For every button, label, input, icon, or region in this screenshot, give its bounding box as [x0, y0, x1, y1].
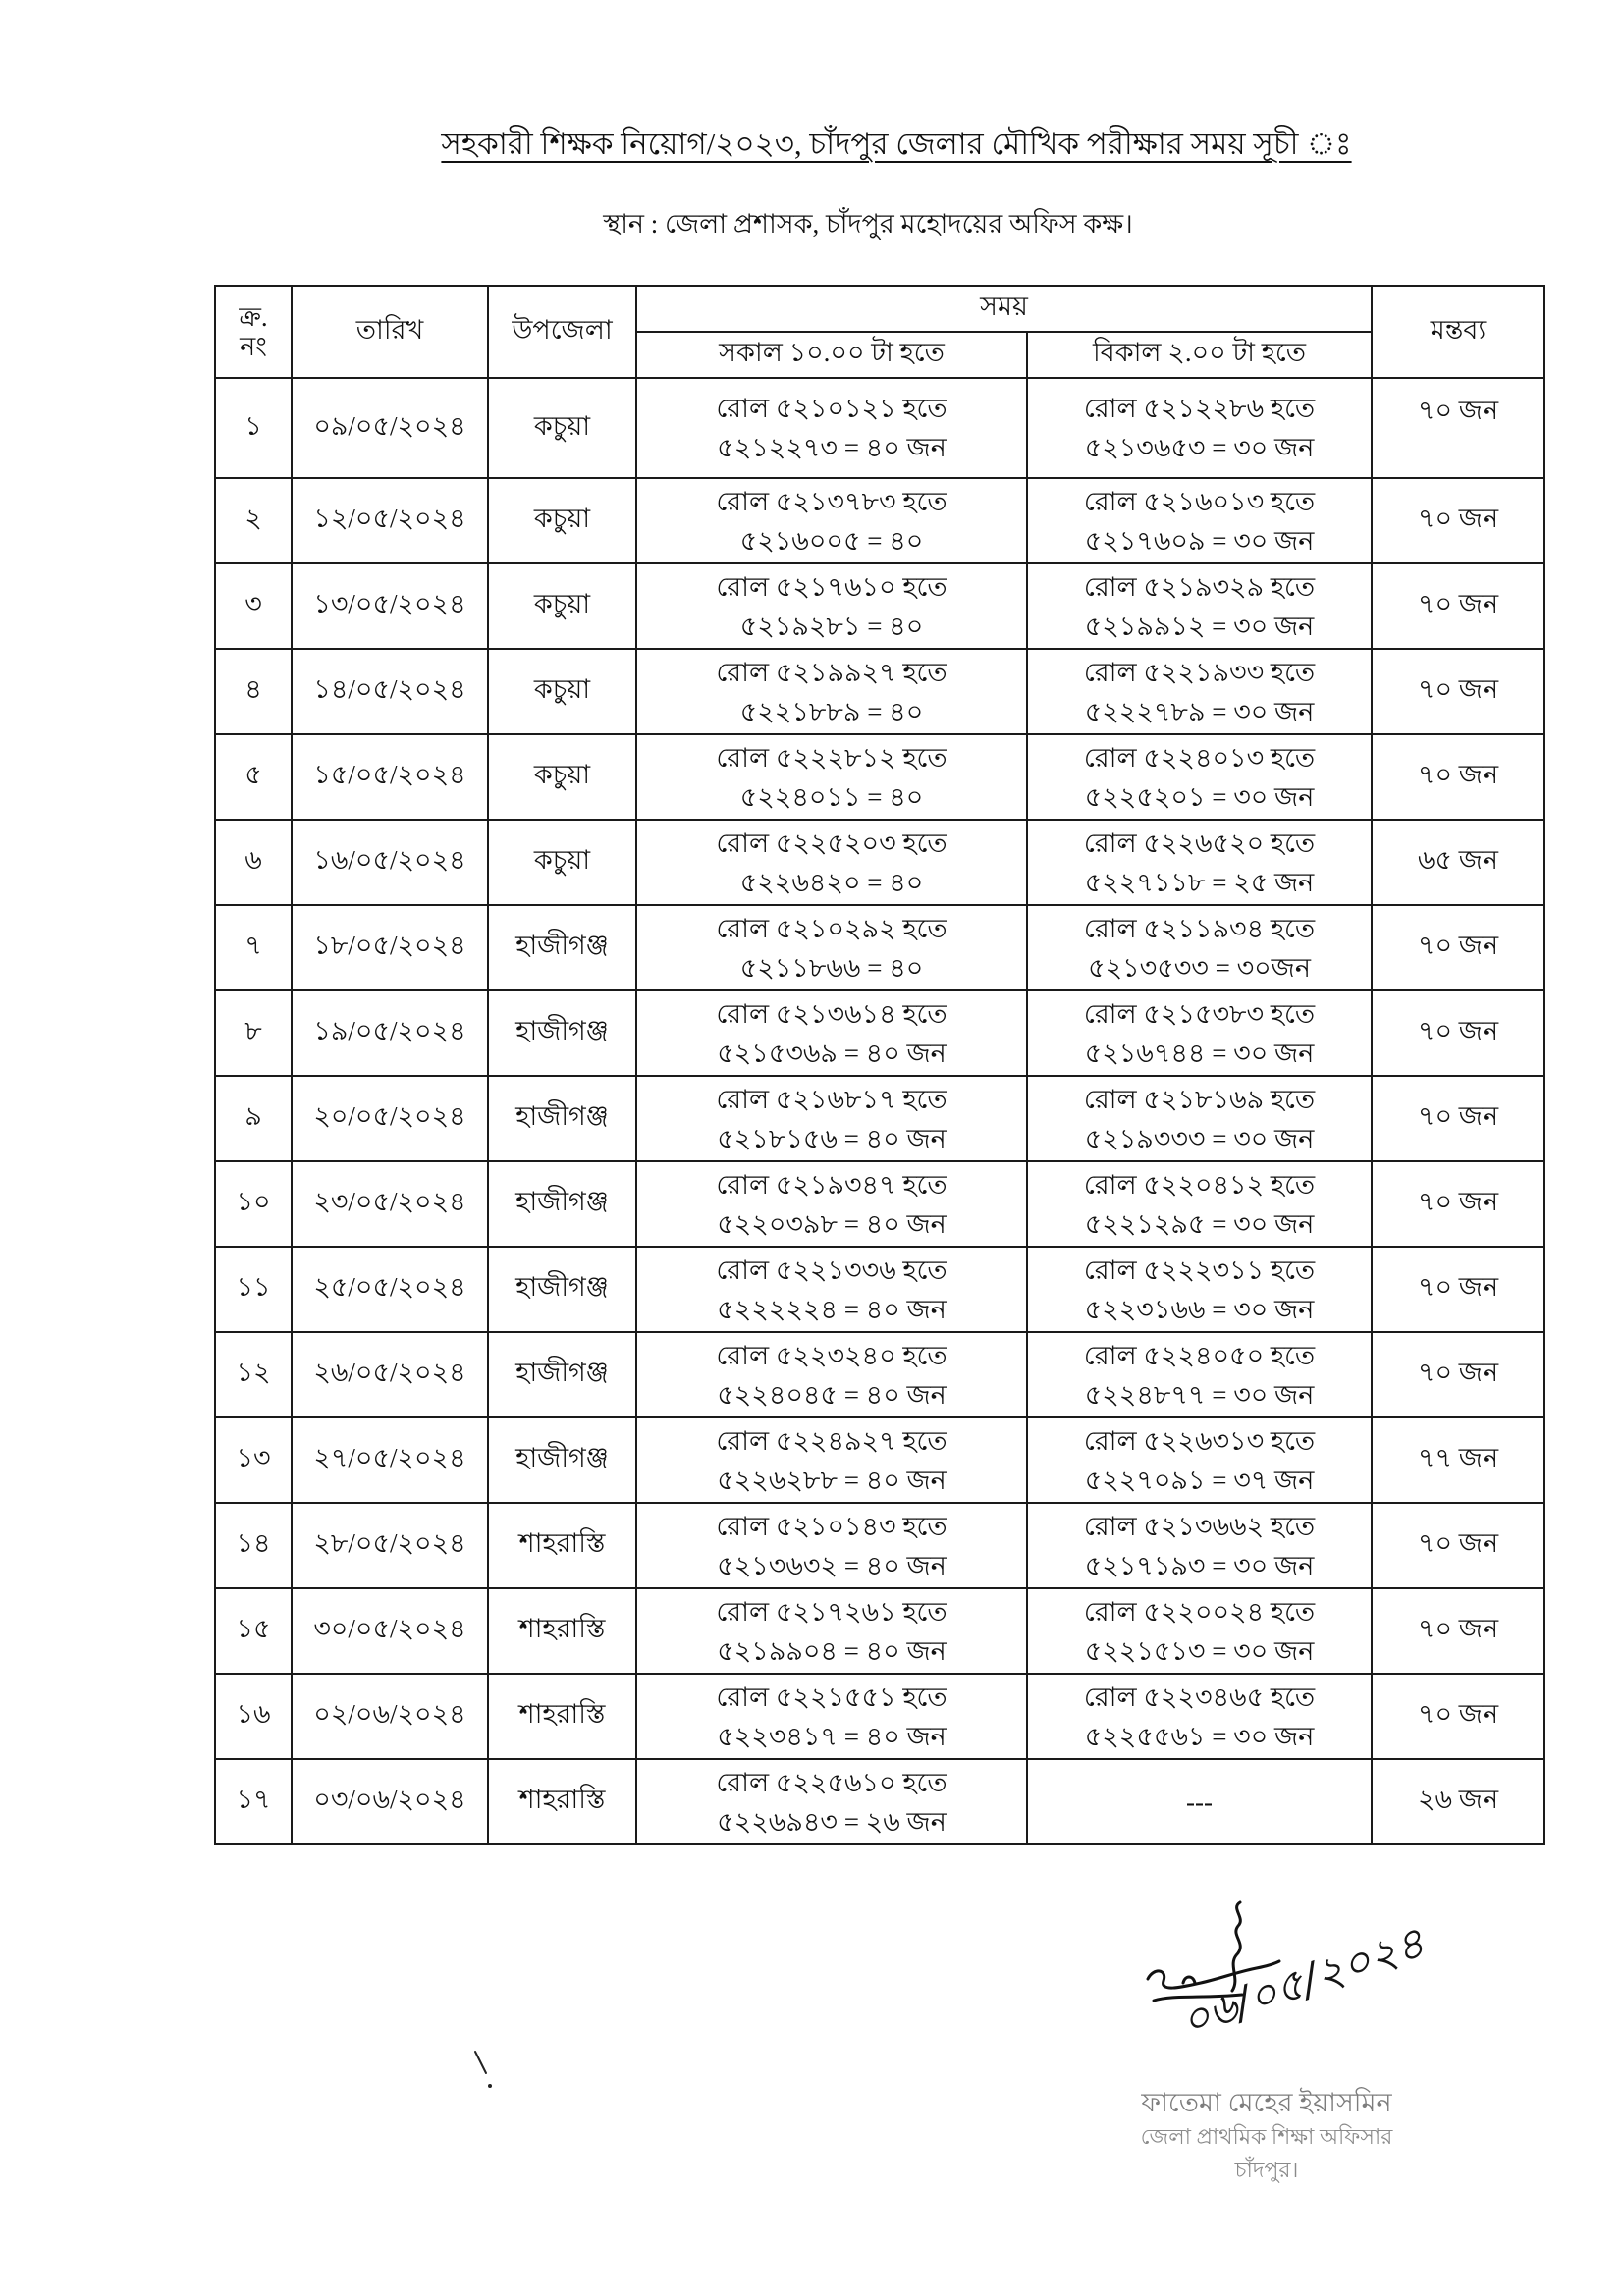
- cell-date: ২০/০৫/২০২৪: [292, 1076, 488, 1161]
- afternoon-roll-end: ৫২২২৭৮৯ = ৩০ জন: [1084, 696, 1315, 726]
- afternoon-roll-end: ৫২২৫২০১ = ৩০ জন: [1084, 781, 1315, 812]
- cell-serial: ১১: [215, 1247, 292, 1332]
- afternoon-roll-start: রোল ৫২২২৩১১ হতে: [1083, 1255, 1316, 1285]
- afternoon-roll-end: ৫২২৭১১৮ = ২৫ জন: [1084, 867, 1315, 897]
- morning-roll-end: ৫২২৪০৪৫ = ৪০ জন: [717, 1379, 947, 1410]
- morning-roll-start: রোল ৫২১৩৬১৪ হতে: [716, 998, 947, 1029]
- afternoon-roll-start: রোল ৫২২০০২৪ হতে: [1083, 1596, 1316, 1627]
- cell-date: ২৬/০৫/২০২৪: [292, 1332, 488, 1417]
- cell-remarks: ৭০ জন: [1372, 649, 1544, 734]
- table-row: [215, 1247, 1544, 1332]
- cell-remarks: ৭০ জন: [1372, 478, 1544, 563]
- table-row: [215, 905, 1544, 990]
- handwritten-date: ০৬/০৫/২০২৪: [1174, 1917, 1432, 2048]
- cell-morning: [636, 905, 1027, 990]
- cell-date: ১৪/০৫/২০২৪: [292, 649, 488, 734]
- cell-morning: [636, 1417, 1027, 1503]
- table-row: [215, 1417, 1544, 1503]
- cell-remarks: ২৬ জন: [1372, 1759, 1544, 1844]
- afternoon-roll-end: ৫২২৪৮৭৭ = ৩০ জন: [1084, 1379, 1315, 1410]
- cell-morning: [636, 649, 1027, 734]
- cell-morning: [636, 1247, 1027, 1332]
- cell-upazila: শাহরাস্তি: [488, 1674, 636, 1759]
- cell-serial: ৬: [215, 820, 292, 905]
- cell-afternoon: [1027, 478, 1372, 563]
- table-row: [215, 1588, 1544, 1674]
- header-remarks: মন্তব্য: [1372, 286, 1544, 378]
- cell-remarks: ৭০ জন: [1372, 1503, 1544, 1588]
- cell-morning: [636, 1161, 1027, 1247]
- table-row: [215, 1076, 1544, 1161]
- header-date: তারিখ: [292, 286, 488, 378]
- cell-morning: [636, 1674, 1027, 1759]
- morning-roll-start: রোল ৫২২৫৬১০ হতে: [716, 1767, 947, 1797]
- cell-morning: [636, 378, 1027, 478]
- afternoon-roll-start: রোল ৫২২৬৫২০ হতে: [1083, 828, 1316, 858]
- header-time: সময়: [636, 286, 1372, 332]
- cell-serial: ৩: [215, 563, 292, 649]
- cell-afternoon: [1027, 1247, 1372, 1332]
- morning-roll-start: রোল ৫২২১৫৫১ হতে: [716, 1682, 947, 1712]
- cell-remarks: ৭০ জন: [1372, 378, 1544, 478]
- morning-roll-start: রোল ৫২১৬৮১৭ হতে: [716, 1084, 947, 1114]
- cell-serial: ১২: [215, 1332, 292, 1417]
- cell-remarks: ৭০ জন: [1372, 905, 1544, 990]
- cell-afternoon: [1027, 1161, 1372, 1247]
- page-title: [258, 122, 1535, 167]
- morning-roll-start: রোল ৫২১০২৯২ হতে: [716, 913, 947, 943]
- cell-upazila: হাজীগঞ্জ: [488, 1076, 636, 1161]
- cell-upazila: হাজীগঞ্জ: [488, 1417, 636, 1503]
- cell-morning: [636, 478, 1027, 563]
- morning-roll-start: রোল ৫২২৫২০৩ হতে: [716, 828, 947, 858]
- seal-location: চাঁদপুর।: [1234, 2158, 1299, 2182]
- table-row: [215, 649, 1544, 734]
- afternoon-roll-end: ৫২২৫৫৬১ = ৩০ জন: [1084, 1721, 1315, 1751]
- cell-serial: ১৭: [215, 1759, 292, 1844]
- afternoon-roll-start: রোল ৫২২৬৩১৩ হতে: [1083, 1425, 1316, 1456]
- table-row: [215, 478, 1544, 563]
- cell-date: ০৩/০৬/২০২৪: [292, 1759, 488, 1844]
- morning-roll-end: ৫২১৩৬৩২ = ৪০ জন: [717, 1550, 947, 1580]
- afternoon-roll-start: রোল ৫২২৩৪৬৫ হতে: [1083, 1682, 1316, 1712]
- cell-date: ২৫/০৫/২০২৪: [292, 1247, 488, 1332]
- morning-roll-start: রোল ৫২২৪৯২৭ হতে: [716, 1425, 947, 1456]
- cell-serial: ১০: [215, 1161, 292, 1247]
- header-serial-line2: নং: [240, 332, 267, 361]
- seal-designation: জেলা প্রাথমিক শিক্ষা অফিসার: [1140, 2124, 1393, 2149]
- cell-date: ০২/০৬/২০২৪: [292, 1674, 488, 1759]
- morning-roll-end: ৫২২৬২৮৮ = ৪০ জন: [717, 1465, 947, 1495]
- morning-roll-end: ৫২১৯৯০৪ = ৪০ জন: [717, 1635, 947, 1666]
- cell-morning: [636, 1332, 1027, 1417]
- cell-date: ৩০/০৫/২০২৪: [292, 1588, 488, 1674]
- cell-afternoon: [1027, 563, 1372, 649]
- morning-roll-end: ৫২১৯২৮১ = ৪০: [739, 611, 924, 641]
- header-afternoon: বিকাল ২.০০ টা হতে: [1027, 332, 1372, 378]
- morning-roll-start: রোল ৫২১৭২৬১ হতে: [716, 1596, 947, 1627]
- cell-serial: ১: [215, 378, 292, 478]
- afternoon-roll-end: ৫২১৩৫৩৩ = ৩০জন: [1088, 952, 1311, 983]
- afternoon-roll-start: রোল ৫২২৪০১৩ হতে: [1083, 742, 1316, 773]
- header-serial: [215, 286, 292, 378]
- morning-roll-start: রোল ৫২১০১২১ হতে: [716, 394, 947, 423]
- table-row: [215, 734, 1544, 820]
- cell-afternoon: [1027, 378, 1372, 478]
- cell-afternoon: [1027, 990, 1372, 1076]
- cell-serial: ১৪: [215, 1503, 292, 1588]
- cell-afternoon: [1027, 734, 1372, 820]
- morning-roll-end: ৫২২৬৪২০ = ৪০: [739, 867, 924, 897]
- venue-line: স্থান : জেলা প্রশাসক, চাঁদপুর মহোদয়ের অফিস কক্ষ।: [603, 209, 1133, 239]
- cell-afternoon: [1027, 1503, 1372, 1588]
- morning-roll-end: ৫২২১৮৮৯ = ৪০: [739, 696, 924, 726]
- table-row: [215, 820, 1544, 905]
- cell-date: ২৩/০৫/২০২৪: [292, 1161, 488, 1247]
- morning-roll-start: রোল ৫২১০১৪৩ হতে: [716, 1511, 947, 1541]
- cell-upazila: হাজীগঞ্জ: [488, 1161, 636, 1247]
- afternoon-roll-start: রোল ৫২২৪০৫০ হতে: [1083, 1340, 1316, 1370]
- afternoon-roll-start: রোল ৫২১১৯৩৪ হতে: [1083, 913, 1316, 943]
- officer-seal: [1070, 2085, 1463, 2187]
- cell-upazila: শাহরাস্তি: [488, 1588, 636, 1674]
- cell-serial: ৯: [215, 1076, 292, 1161]
- afternoon-roll-end: ৫২১৯৯১২ = ৩০ জন: [1084, 611, 1315, 641]
- cell-upazila: শাহরাস্তি: [488, 1503, 636, 1588]
- cell-serial: ১৬: [215, 1674, 292, 1759]
- afternoon-roll-start: রোল ৫২২১৯৩৩ হতে: [1083, 657, 1316, 687]
- afternoon-roll-start: রোল ৫২২০৪১২ হতে: [1083, 1169, 1316, 1200]
- cell-afternoon: [1027, 1588, 1372, 1674]
- cell-morning: [636, 734, 1027, 820]
- cell-afternoon: [1027, 1417, 1372, 1503]
- table-row: [215, 563, 1544, 649]
- morning-roll-start: রোল ৫২১৯৯২৭ হতে: [716, 657, 947, 687]
- cell-remarks: ৬৫ জন: [1372, 820, 1544, 905]
- morning-roll-start: রোল ৫২২৩২৪০ হতে: [716, 1340, 947, 1370]
- morning-roll-end: ৫২১৫৩৬৯ = ৪০ জন: [717, 1038, 947, 1068]
- cell-serial: ৫: [215, 734, 292, 820]
- morning-roll-start: রোল ৫২১৯৩৪৭ হতে: [716, 1169, 947, 1200]
- afternoon-roll-start: রোল ৫২১৩৬৬২ হতে: [1083, 1511, 1316, 1541]
- page-title-text: সহকারী শিক্ষক নিয়োগ/২০২৩, চাঁদপুর জেলার মৌখিক পরীক্ষার সময় সূচী ঃ: [441, 127, 1352, 161]
- cell-date: ২৭/০৫/২০২৪: [292, 1417, 488, 1503]
- table-row: [215, 1674, 1544, 1759]
- afternoon-roll-end: ৫২২১২৯৫ = ৩০ জন: [1084, 1208, 1315, 1239]
- afternoon-roll-start: রোল ৫২১৯৩২৯ হতে: [1083, 571, 1316, 602]
- morning-roll-start: রোল ৫২২২৮১২ হতে: [716, 742, 947, 773]
- table-row: [215, 1503, 1544, 1588]
- cell-upazila: শাহরাস্তি: [488, 1759, 636, 1844]
- cell-upazila: কচুয়া: [488, 478, 636, 563]
- cell-date: ১২/০৫/২০২৪: [292, 478, 488, 563]
- cell-serial: ১৫: [215, 1588, 292, 1674]
- cell-date: ২৮/০৫/২০২৪: [292, 1503, 488, 1588]
- cell-afternoon: [1027, 905, 1372, 990]
- cell-date: ১৬/০৫/২০২৪: [292, 820, 488, 905]
- cell-morning: [636, 990, 1027, 1076]
- cell-remarks: ৭০ জন: [1372, 1674, 1544, 1759]
- cell-serial: ৪: [215, 649, 292, 734]
- table-row: [215, 1332, 1544, 1417]
- table-row: [215, 378, 1544, 478]
- cell-upazila: কচুয়া: [488, 820, 636, 905]
- table-row: [215, 1161, 1544, 1247]
- afternoon-roll-end: ৫২২৩১৬৬ = ৩০ জন: [1084, 1294, 1315, 1324]
- cell-upazila: হাজীগঞ্জ: [488, 1247, 636, 1332]
- cell-remarks: ৭০ জন: [1372, 734, 1544, 820]
- cell-afternoon: [1027, 1076, 1372, 1161]
- afternoon-roll-end: ৫২২১৫১৩ = ৩০ জন: [1084, 1635, 1315, 1666]
- afternoon-roll-end: ৫২২৭০৯১ = ৩৭ জন: [1084, 1465, 1315, 1495]
- morning-roll-start: রোল ৫২২১৩৩৬ হতে: [716, 1255, 947, 1285]
- cell-serial: ৮: [215, 990, 292, 1076]
- seal-name: ফাতেমা মেহের ইয়াসমিন: [1141, 2088, 1392, 2117]
- afternoon-roll-start: রোল ৫২১৮১৬৯ হতে: [1083, 1084, 1316, 1114]
- cell-serial: ৭: [215, 905, 292, 990]
- cell-morning: [636, 1588, 1027, 1674]
- cell-morning: [636, 1503, 1027, 1588]
- schedule-table: [214, 285, 1545, 1845]
- afternoon-roll-start: রোল ৫২১৬০১৩ হতে: [1083, 486, 1316, 516]
- morning-roll-end: ৫২১২২৭৩ = ৪০ জন: [717, 433, 947, 462]
- header-upazila: উপজেলা: [488, 286, 636, 378]
- cell-afternoon: [1027, 649, 1372, 734]
- cell-upazila: কচুয়া: [488, 649, 636, 734]
- cell-upazila: হাজীগঞ্জ: [488, 905, 636, 990]
- cell-remarks: ৭০ জন: [1372, 1247, 1544, 1332]
- cell-upazila: কচুয়া: [488, 378, 636, 478]
- afternoon-roll-end: ৫২১৭৬০৯ = ৩০ জন: [1084, 525, 1315, 556]
- cell-remarks: ৭০ জন: [1372, 990, 1544, 1076]
- cell-afternoon: [1027, 1674, 1372, 1759]
- cell-remarks: ৭০ জন: [1372, 1161, 1544, 1247]
- cell-date: ১৫/০৫/২০২৪: [292, 734, 488, 820]
- afternoon-empty: ---: [1186, 1787, 1213, 1817]
- cell-remarks: ৭০ জন: [1372, 1076, 1544, 1161]
- morning-roll-end: ৫২২৪০১১ = ৪০: [739, 781, 924, 812]
- morning-roll-end: ৫২২৬৯৪৩ = ২৬ জন: [717, 1806, 947, 1837]
- table-row: [215, 1759, 1544, 1844]
- scan-mark: [471, 2050, 501, 2094]
- table-row: [215, 990, 1544, 1076]
- afternoon-roll-end: ৫২১৩৬৫৩ = ৩০ জন: [1084, 433, 1315, 462]
- afternoon-roll-start: রোল ৫২১৫৩৮৩ হতে: [1083, 998, 1316, 1029]
- cell-date: ১৩/০৫/২০২৪: [292, 563, 488, 649]
- cell-serial: ১৩: [215, 1417, 292, 1503]
- cell-remarks: ৭০ জন: [1372, 1588, 1544, 1674]
- afternoon-roll-end: ৫২১৯৩৩৩ = ৩০ জন: [1084, 1123, 1315, 1153]
- header-row: [215, 286, 1544, 332]
- cell-morning: [636, 1076, 1027, 1161]
- afternoon-roll-end: ৫২১৭১৯৩ = ৩০ জন: [1084, 1550, 1315, 1580]
- cell-date: ০৯/০৫/২০২৪: [292, 378, 488, 478]
- afternoon-roll-end: ৫২১৬৭৪৪ = ৩০ জন: [1084, 1038, 1315, 1068]
- morning-roll-end: ৫২২৩৪১৭ = ৪০ জন: [717, 1721, 947, 1751]
- morning-roll-end: ৫২১৮১৫৬ = ৪০ জন: [717, 1123, 947, 1153]
- morning-roll-end: ৫২১৬০০৫ = ৪০: [739, 525, 924, 556]
- morning-roll-start: রোল ৫২১৩৭৮৩ হতে: [716, 486, 947, 516]
- cell-upazila: কচুয়া: [488, 734, 636, 820]
- signature-stroke-loop: [1183, 1977, 1195, 1983]
- cell-upazila: হাজীগঞ্জ: [488, 990, 636, 1076]
- morning-roll-end: ৫২২০৩৯৮ = ৪০ জন: [717, 1208, 947, 1239]
- cell-upazila: হাজীগঞ্জ: [488, 1332, 636, 1417]
- header-morning: সকাল ১০.০০ টা হতে: [636, 332, 1027, 378]
- afternoon-roll-start: রোল ৫২১২২৮৬ হতে: [1083, 394, 1316, 423]
- cell-morning: [636, 563, 1027, 649]
- cell-date: ১৮/০৫/২০২৪: [292, 905, 488, 990]
- cell-afternoon: [1027, 1332, 1372, 1417]
- cell-afternoon: [1027, 1759, 1372, 1844]
- cell-upazila: কচুয়া: [488, 563, 636, 649]
- cell-remarks: ৭৭ জন: [1372, 1417, 1544, 1503]
- morning-roll-start: রোল ৫২১৭৬১০ হতে: [716, 571, 947, 602]
- cell-morning: [636, 1759, 1027, 1844]
- morning-roll-end: ৫২২২২২৪ = ৪০ জন: [717, 1294, 947, 1324]
- header-serial-line1: ক্র.: [239, 302, 268, 332]
- cell-morning: [636, 820, 1027, 905]
- cell-serial: ২: [215, 478, 292, 563]
- cell-remarks: ৭০ জন: [1372, 1332, 1544, 1417]
- morning-roll-end: ৫২১১৮৬৬ = ৪০: [739, 952, 924, 983]
- cell-remarks: ৭০ জন: [1372, 563, 1544, 649]
- cell-afternoon: [1027, 820, 1372, 905]
- cell-date: ১৯/০৫/২০২৪: [292, 990, 488, 1076]
